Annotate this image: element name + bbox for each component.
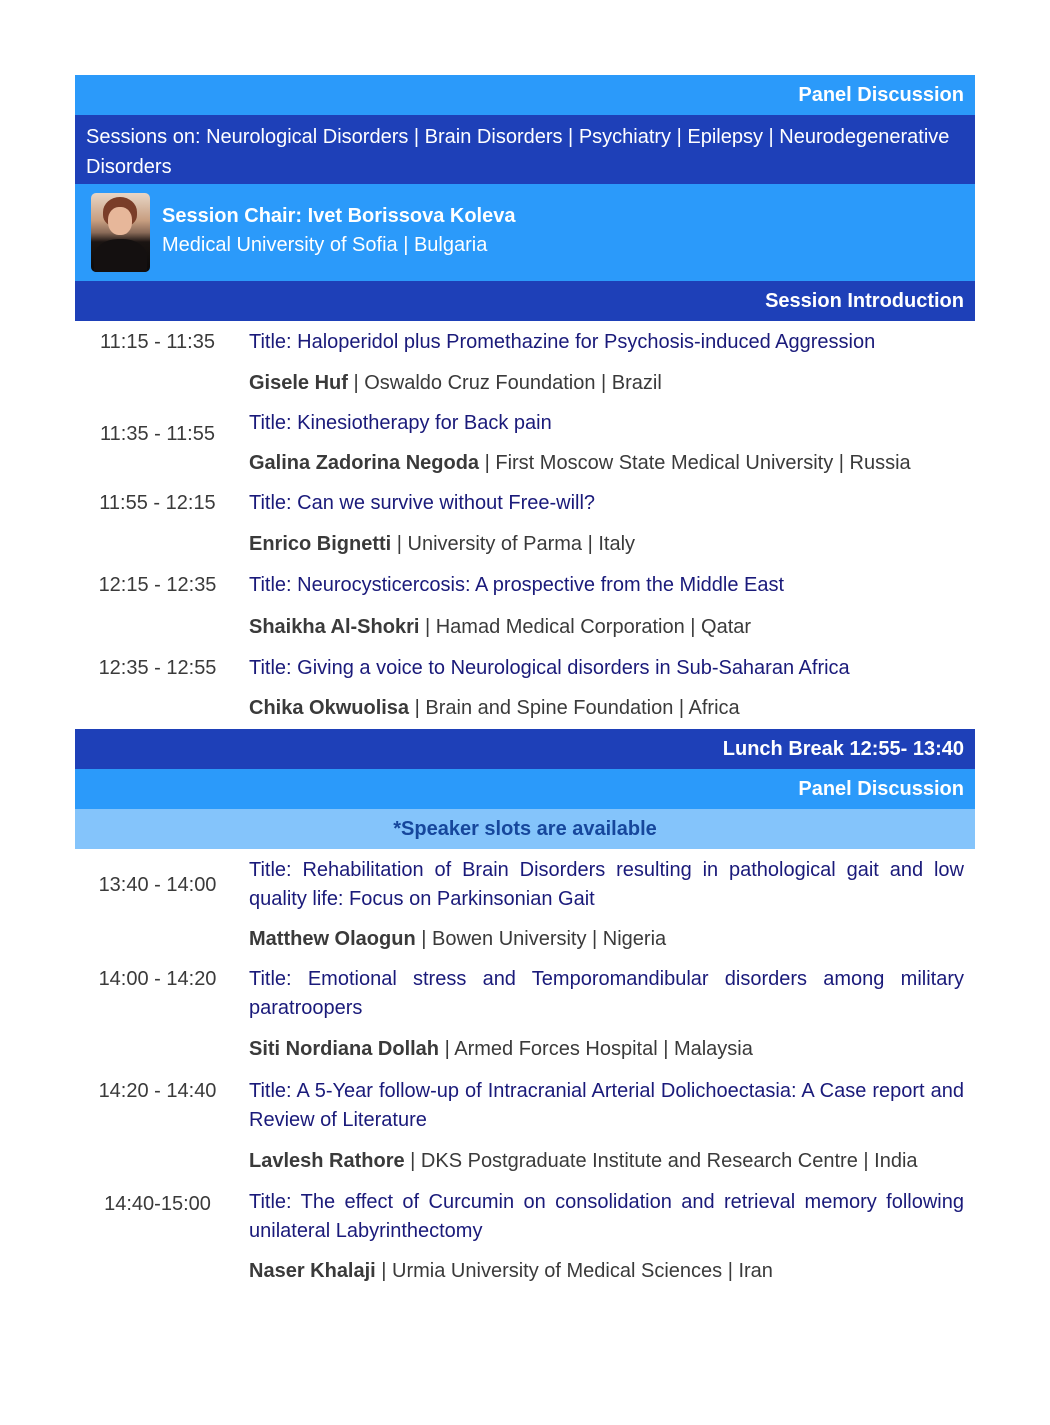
- lunch-break-header: Lunch Break 12:55- 13:40: [75, 729, 975, 769]
- talk-time: 14:20 - 14:40: [98, 1080, 217, 1102]
- speaker-affiliation: | University of Parma | Italy: [391, 533, 636, 555]
- talk-time: 11:55 - 12:15: [99, 492, 216, 514]
- speaker-name: Enrico Bignetti: [249, 533, 392, 555]
- talk-speaker: [249, 925, 975, 954]
- talk-time: 12:35 - 12:55: [98, 657, 217, 679]
- talk-time: 12:15 - 12:35: [98, 574, 217, 596]
- speaker-affiliation: | Oswaldo Cruz Foundation | Brazil: [347, 372, 662, 394]
- speaker-affiliation: | Armed Forces Hospital | Malaysia: [439, 1038, 753, 1060]
- speaker-affiliation: | Hamad Medical Corporation | Qatar: [419, 616, 752, 638]
- speaker-name: Siti Nordiana Dollah: [249, 1038, 440, 1060]
- talk-title: Title: Giving a voice to Neurological disorders in Sub-Saharan Africa: [249, 657, 850, 679]
- speaker-affiliation: | Urmia University of Medical Sciences | Iran: [375, 1260, 773, 1282]
- speaker-affiliation: | DKS Postgraduate Institute and Research Centre | India: [404, 1150, 918, 1172]
- talk-speaker: [249, 1147, 975, 1176]
- session-introduction-header: Session Introduction: [75, 281, 975, 321]
- talk-speaker: [249, 449, 975, 478]
- talk-title: Title: Haloperidol plus Promethazine for Psychosis-induced Aggression: [249, 331, 876, 353]
- talk-speaker: [249, 530, 975, 559]
- talk-time: 14:00 - 14:20: [98, 968, 217, 990]
- talk-title: Title: Can we survive without Free-will?: [249, 492, 596, 514]
- speaker-affiliation: | Brain and Spine Foundation | Africa: [409, 697, 740, 719]
- talk-time: 13:40 - 14:00: [98, 874, 217, 896]
- talk-time: 11:35 - 11:55: [100, 423, 215, 445]
- session-chair-affiliation: Medical University of Sofia | Bulgaria: [162, 234, 488, 256]
- talk-title: Title: Rehabilitation of Brain Disorders resulting in pathological gait and low quality life: Focus on Parkinsonian Gait: [249, 859, 964, 910]
- talk-speaker: [249, 1257, 975, 1286]
- session-chair-photo: [91, 193, 150, 272]
- session-chair-name: Session Chair: Ivet Borissova Koleva: [162, 205, 516, 227]
- morning-talks: [75, 321, 975, 729]
- talk-title: Title: Neurocysticercosis: A prospective from the Middle East: [249, 574, 785, 596]
- afternoon-talks: [75, 849, 975, 1289]
- talk-title: Title: The effect of Curcumin on consolidation and retrieval memory following unilateral Labyrinthectomy: [249, 1191, 964, 1242]
- schedule-page: [75, 75, 975, 1289]
- session-chair-block: [75, 184, 975, 281]
- panel-discussion-header-2: Panel Discussion: [75, 769, 975, 809]
- speaker-affiliation: | Bowen University | Nigeria: [415, 928, 667, 950]
- speaker-name: Chika Okwuolisa: [249, 697, 410, 719]
- sessions-topics: Sessions on: Neurological Disorders | Brain Disorders | Psychiatry | Epilepsy | Neurodegenerative Disorders: [75, 115, 975, 184]
- speaker-name: Gisele Huf: [249, 372, 348, 394]
- speaker-name: Galina Zadorina Negoda: [249, 452, 480, 474]
- talk-title: Title: Kinesiotherapy for Back pain: [249, 412, 552, 434]
- talk-speaker: [249, 369, 975, 398]
- speaker-affiliation: | First Moscow State Medical University | Russia: [479, 452, 911, 474]
- talk-title: Title: Emotional stress and Temporomandibular disorders among military paratroopers: [249, 968, 964, 1019]
- talk-title: Title: A 5-Year follow-up of Intracranial Arterial Dolichoectasia: A Case report and Review of Literature: [249, 1080, 964, 1131]
- speaker-name: Matthew Olaogun: [249, 928, 416, 950]
- speaker-name: Shaikha Al-Shokri: [249, 616, 420, 638]
- talk-time: 14:40-15:00: [104, 1193, 211, 1215]
- speaker-name: Lavlesh Rathore: [249, 1150, 405, 1172]
- speaker-slots-notice: *Speaker slots are available: [75, 809, 975, 849]
- talk-speaker: [249, 1035, 975, 1064]
- speaker-name: Naser Khalaji: [249, 1260, 376, 1282]
- panel-discussion-header: Panel Discussion: [75, 75, 975, 115]
- talk-speaker: [249, 613, 975, 642]
- talk-time: 11:15 - 11:35: [100, 331, 215, 353]
- talk-speaker: [249, 694, 975, 723]
